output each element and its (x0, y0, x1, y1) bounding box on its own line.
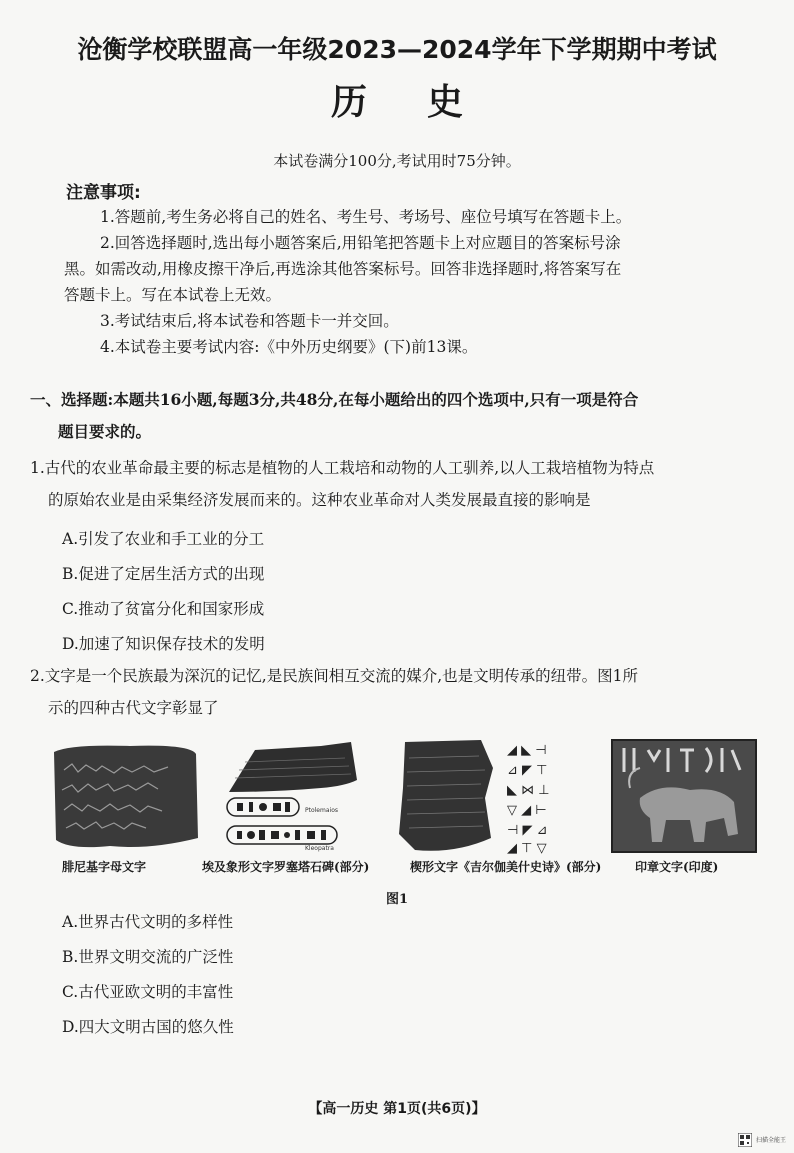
svg-text:◢ ⊤ ▽: ◢ ⊤ ▽ (507, 841, 547, 856)
svg-text:Kleopatra: Kleopatra (305, 845, 334, 852)
figure-label: 图1 (385, 892, 409, 907)
q1-option-b: B.促进了定居生活方式的出现 (62, 565, 265, 583)
note-3: 3.考试结束后,将本试卷和答题卡一并交回。 (100, 312, 399, 330)
score-line: 本试卷满分100分,考试用时75分钟。 (273, 152, 521, 170)
section-heading (30, 384, 770, 448)
caption-rosetta: 埃及象形文字罗塞塔石碑(部分) (202, 860, 370, 874)
question-1-line2: 的原始农业是由采集经济发展而来的。这种农业革命对人类发展最直接的影响是 (48, 491, 591, 509)
q1-option-d: D.加速了知识保存技术的发明 (62, 635, 265, 653)
watermark-text: 扫描全能王 (756, 1137, 787, 1144)
question-1-line1: 1.古代的农业革命最主要的标志是植物的人工栽培和动物的人工驯养,以人工栽培植物为特点 (30, 459, 655, 477)
question-2-line2: 示的四种古代文字彰显了 (48, 699, 219, 717)
cuneiform-tablet-image (395, 738, 605, 856)
caption-phoenician: 腓尼基字母文字 (62, 860, 147, 874)
scanner-watermark (738, 1133, 788, 1147)
q1-option-a: A.引发了农业和手工业的分工 (62, 530, 265, 548)
indus-seal-image (610, 738, 760, 856)
svg-text:⊿ ◤ ⊤: ⊿ ◤ ⊤ (507, 763, 548, 778)
caption-indus-seal: 印章文字(印度) (635, 860, 719, 874)
notes-title: 注意事项: (66, 183, 141, 203)
qr-code-icon (738, 1133, 752, 1147)
q2-option-a: A.世界古代文明的多样性 (62, 913, 234, 931)
svg-text:◣ ⋈ ⊥: ◣ ⋈ ⊥ (507, 783, 550, 798)
exam-title: 沧衡学校联盟高一年级2023—2024学年下学期期中考试 (77, 35, 717, 64)
question-2 (30, 660, 770, 724)
note-2-cont: 黑。如需改动,用橡皮擦干净后,再选涂其他答案标号。回答非选择题时,将答案写在 (64, 260, 622, 278)
page-footer: 【高一历史 第1页(共6页)】 (308, 1101, 486, 1117)
q1-option-c: C.推动了贫富分化和国家形成 (62, 600, 265, 618)
svg-text:Ptolemaios: Ptolemaios (305, 807, 338, 814)
question-1 (30, 452, 770, 516)
section-heading-line2: 题目要求的。 (58, 422, 152, 441)
svg-text:⊣ ◤ ⊿: ⊣ ◤ ⊿ (507, 823, 548, 838)
section-heading-line1: 一、选择题:本题共16小题,每题3分,共48分,在每小题给出的四个选项中,只有一项是符合 (30, 390, 639, 409)
phoenician-script-image (50, 742, 200, 852)
caption-cuneiform: 楔形文字《吉尔伽美什史诗》(部分) (410, 860, 602, 874)
rosetta-stone-image (225, 740, 365, 852)
svg-text:◢ ◣ ⊣: ◢ ◣ ⊣ (507, 743, 547, 758)
subject-title: 历史 (330, 82, 523, 123)
note-2: 2.回答选择题时,选出每小题答案后,用铅笔把答题卡上对应题目的答案标号涂 (100, 234, 621, 252)
q2-option-d: D.四大文明古国的悠久性 (62, 1018, 234, 1036)
note-4: 4.本试卷主要考试内容:《中外历史纲要》(下)前13课。 (100, 338, 478, 356)
svg-text:▽ ◢ ⊢: ▽ ◢ ⊢ (507, 803, 547, 818)
q2-option-b: B.世界文明交流的广泛性 (62, 948, 234, 966)
question-2-line1: 2.文字是一个民族最为深沉的记忆,是民族间相互交流的媒介,也是文明传承的纽带。图1所 (30, 667, 639, 685)
figure-1 (0, 738, 794, 878)
q2-option-c: C.古代亚欧文明的丰富性 (62, 983, 234, 1001)
note-1: 1.答题前,考生务必将自己的姓名、考生号、考场号、座位号填写在答题卡上。 (100, 208, 632, 226)
note-2-cont2: 答题卡上。写在本试卷上无效。 (64, 286, 282, 304)
